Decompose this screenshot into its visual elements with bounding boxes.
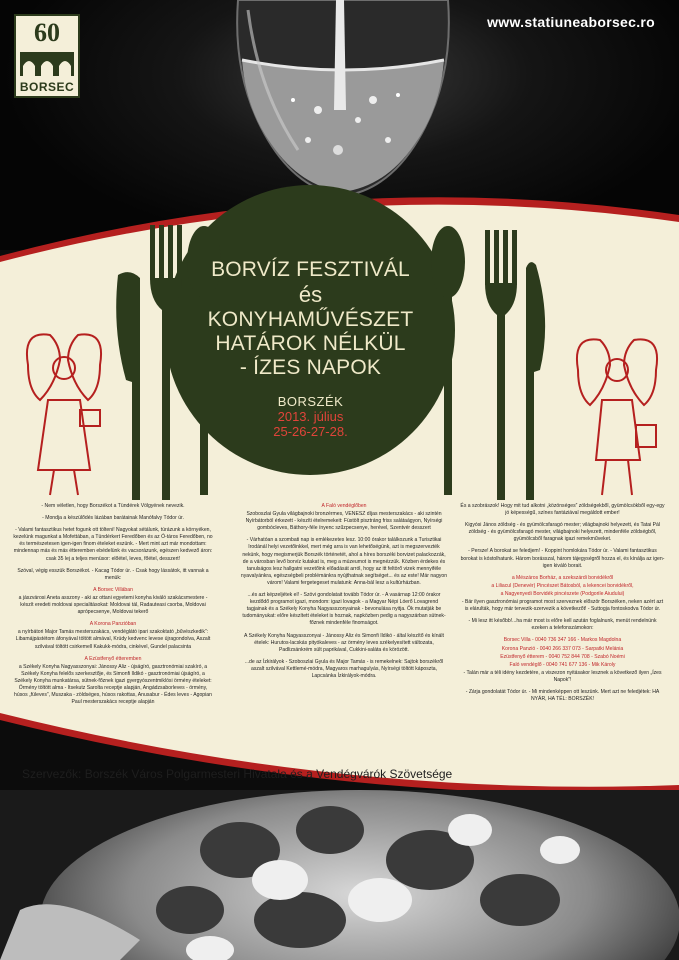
column-paragraph: a Székely Konyha Nagyasszonyai: Jánossy Aliz - újságíró, gasztronómiai szakíró, a Székely Konyha felelős szerkesztője, és Simonfi Ildikó - gasztronómiai újságíró, a Székely Konyha munkatársa, sütnek-főznek igazi gyergyószentmiklósi örmény ételeket: Örmény töltött alma - Itsekutz Sarolta receptje alapján, Angádzsaborleves - örmény, húsos „füleves”, Muszaka - zöldséges, húsos rakottas, Anusabur - Édes leves - Agopian Paul mesterszakács receptje alapján bbox=[14, 663, 212, 706]
column-paragraph: - Talán már a téli idény kezdetére, a viszezon nyitásakor lesznek a következő ilyen „Ízes Napok”! bbox=[463, 669, 662, 683]
column-heading: a Mészáros Borház, a szekszárdi borvidékről bbox=[511, 574, 614, 581]
column-heading: A Borsec Villában bbox=[93, 586, 133, 593]
column-paragraph: - Valami fantasztikus hetet fogunk ott tölteni! Nagyokat sétálunk, túrázunk a környéken, kezelünk magunkat a Mofettában, a Tündérkert Feredőben és az Ó-táros Feredőben, no és természetesen igen-igen finom ételeket eszünk. - Mert mint azt már mondottam: mindennap más és más étteremben ebédelünk és vacsorázunk, egészen kedvező áron: csak 35 lej a teljes menüsor: előétel, leves, főétel, desszert! bbox=[13, 527, 213, 562]
event-title bbox=[188, 258, 433, 439]
column-paragraph: a jászvárosi Aneta asszony - aki az ottani egyetemi konyha kiváló szakácsmestere - készít eredeti moldovai specialitásokat: Moldovai tál, Radauteasi csorba, Moldovai aprópecsenye, Moldovai tekerő bbox=[18, 594, 208, 616]
column-paragraph: - Mi lesz itt később!...ha már most is előre kell azután foglalnunk, menüt rendelnünk ezeken a telefonszámokon: bbox=[468, 618, 657, 632]
food-photo bbox=[0, 790, 679, 960]
column-heading: Borsec Villa - 0040 736 347 166 - Markos Magdolna bbox=[503, 637, 622, 644]
column-paragraph: És a szobrászok! Hogy mit tud alkotni „közönséges” zöldségekből, gyümölcsökből egy-egy jó képességű, színes fantáziával megáldott ember! bbox=[460, 503, 665, 517]
title-line-3: KONYHAMŰVÉSZET bbox=[207, 308, 414, 331]
left-text-column bbox=[12, 503, 214, 711]
logo-number: 60 bbox=[34, 18, 60, 47]
column-heading: A Korona Panzióban bbox=[89, 621, 137, 628]
title-line-5: - ÍZES NAPOK bbox=[239, 356, 382, 379]
column-heading: A Faló vendéglőben bbox=[321, 503, 367, 509]
column-heading: a Nagyenyedi Borvidék pincészete (Podgorile Aiudului) bbox=[500, 590, 625, 597]
column-paragraph: - Várhatóan a szombati nap is emlékezetes lesz. 10:00 órakor találkozunk a Turisztikai Irodánál helyi vezetőinkkel, mert még arra is van lehetőségünk, azt is megszervezték nekünk, hogy megismerjük Borszék történetét, ahol a híres borszéki borvizet palackozzák, de a városban levő borvíz kutakat is, meg a múzeumot is megnézzük. Közben érdekes és tanulságos lesz hallgatni vezetőink előadását arról, hogy az itt feltörő vizek mennyiféle nyavalyánkra, egészségbeli problémánkra nyújthatnak segítséget... és az este! Már nagyon várom! Valami fergetegeset mulatunk: Anna-bál lesz a kultúrházban. bbox=[240, 537, 448, 586]
column-paragraph: - Zárja gondolatát Tódor úr. - Mi mindenképpen ott leszünk. Mert azt ne feledjétek: HA NYÁR, HA TÉL: BORSZÉK! bbox=[465, 688, 660, 703]
title-line-4: HATÁROK NÉLKÜL bbox=[215, 332, 406, 355]
right-text-column bbox=[460, 503, 665, 708]
event-date-days: 25-26-27-28. bbox=[273, 424, 348, 439]
column-heading: Korona Panzió - 0040 266 337 073 - Sarpatki Melánia bbox=[501, 645, 624, 652]
column-paragraph: - Mondja a készülődés lázában barátainak Manófalvy Tódor úr. bbox=[42, 515, 184, 522]
column-paragraph: Kigyósi János zöldség - és gyümölcsfaragó mester; világbajnoki helyezett, és Tatai Pál zöldség - és gyümölcsfaragó mester, világbajnoki helyezett, mindenféle zöldségből, gyümölcsből faragnak igazi remekműveket. bbox=[465, 522, 660, 543]
title-line-1: BORVÍZ FESZTIVÁL bbox=[211, 258, 410, 281]
column-heading: Ezüstfenyő étterem - 0040 752 844 708 - Szabó Noémi bbox=[500, 653, 625, 660]
organizers-line: Szervezők: Borszék Város Polgarmesteri Hivatala és a Vendégvárók Szövetsége bbox=[22, 767, 453, 781]
event-date-month: 2013. július bbox=[277, 409, 344, 424]
column-paragraph: - Bár ilyen gasztronómiai programot most szerveznek először Borszéken, neken azért azt is elárulták, hogy már tervezik-szervezik a következőt! - Suttogja fontoskodva Tódor úr. bbox=[461, 599, 664, 613]
column-heading: Faló vendéglő - 0040 741 677 136 - Mik Károly bbox=[509, 661, 616, 668]
column-paragraph: - Persze! A borokat se feledjem! - Koppint homlokára Tódor úr. - Valami fantasztikus borokat is kóstolhatunk. Három borásszal, három tájegységről hozza el, és kínálja az igen-igen kiváló borait. bbox=[460, 548, 665, 569]
column-paragraph: ...és azt képzeljétek el! - Szövi gondolatait tovább Tódor úr. - A vasárnap 12:00 órakor kezdődő programot igazi, mondom: igazi lovagok - a Magyar Népi Lóerő Lovagrend tagjainak és a Székely Konyha Nagyasszonyainak - bevonulása nyitja. Ők mutatják be tudományukat: előre készített ételeket is hoznak, napközben pedig a nagyszárban sütnek-főznek mindenféle finomságot. bbox=[242, 592, 446, 627]
event-place: BORSZÉK bbox=[277, 394, 344, 409]
column-paragraph: A Székely Konyha Nagyasszonyai - Jánossy Aliz és Simonfi Ildikó - által készítő és kínált ételek: Hurutos-lacskás pityókaleves - az örmény leves székelyesített változata, Padlizsánkrém sült paprikával, Cukkini-saláta és körözött. bbox=[244, 632, 444, 653]
column-paragraph: a nyírbátori Major Tamás mesterszakács, vendéglátó ipari szakoktató „bűvészkedik”: Libamájpástétom áfonyával töltött almával, Krúdy kedvenc levese újragondolva, Aszalt szilvával töltött csirkemell Kakukk-módra, cinkével, Gundel palacsinta bbox=[15, 629, 211, 650]
website-link[interactable]: www.statiuneaborsec.ro bbox=[487, 14, 655, 30]
column-paragraph: ...de az Ízkirályok - Szoboszlai Gyula és Major Tamás - is remekelnek: Sajtok borszékről aszalt szilvával Kettlemé-módra, Magyaros marhagulyás, Nyírségi töltött káposzta, Lapcsánka Ízkirályok-módra. bbox=[244, 658, 444, 679]
column-paragraph: Szoboszlai Gyula világbajnoki bronzérmes, VENESZ díjas mesterszakács - aki szintén Nyírbátorból érkezett - készíti ételremekeit: Füstölt pisztráng friss salátaágyon, Nyírségi gombócleves, Báthory-féle ínyenc szűzpecsenye, herével, Szentvér desszert bbox=[245, 511, 443, 532]
middle-text-column bbox=[240, 503, 448, 685]
column-paragraph: Szóval, végig esszük Borszékot. - Kacag Tódor úr. - Csak hogy lássátok, itt vannak a menük: bbox=[17, 567, 209, 581]
column-paragraph: - Nem véletlen, hogy Borszékot a Tündérek Völgyének nevezik. bbox=[41, 503, 185, 509]
column-heading: A Ezüstfenyő étteremben bbox=[84, 655, 142, 662]
title-line-2: és bbox=[298, 282, 323, 307]
column-heading: a Liliacul (Denevér) Pincészet Bátosból, a lekencei borvidékről, bbox=[491, 582, 634, 589]
logo-word: BORSEC bbox=[19, 80, 75, 94]
